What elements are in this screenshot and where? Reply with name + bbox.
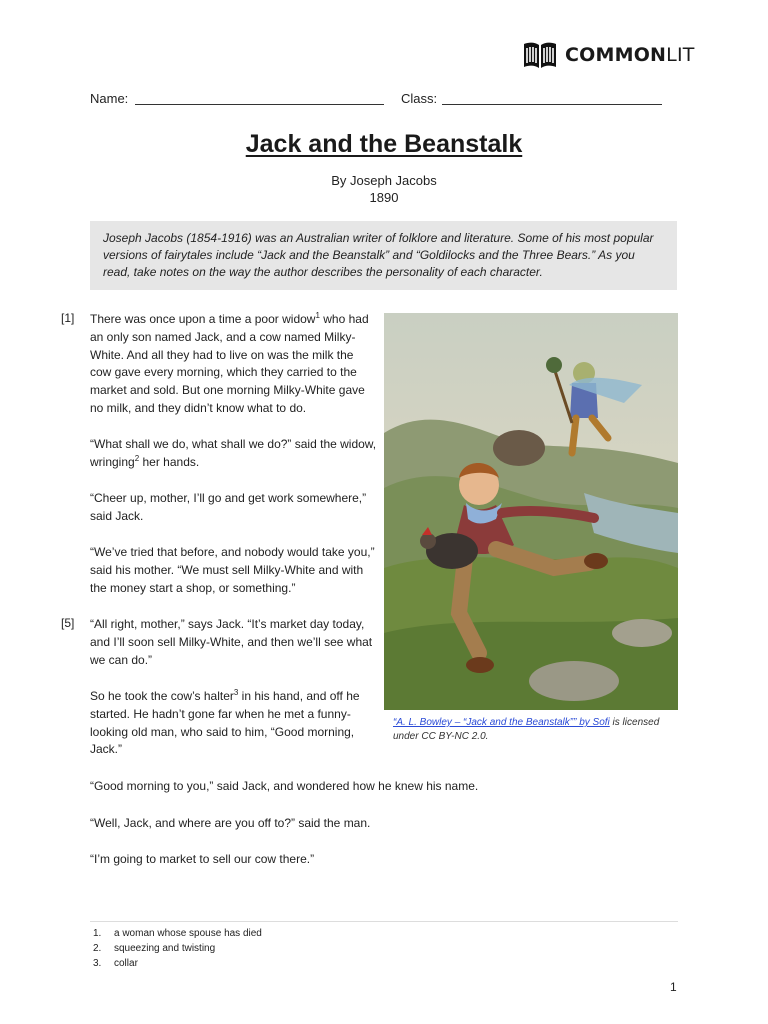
author-byline: By Joseph Jacobs xyxy=(331,173,437,188)
story-paragraph: So he took the cow’s halter$^3$ in his hand, and off he started. He hadn’t gone far when he met a funny-looking old man, who said to him, “Good morning, Jack.” xyxy=(90,688,360,757)
commonlit-logo xyxy=(522,41,695,69)
intro-box xyxy=(90,221,677,290)
name-field-line[interactable] xyxy=(135,104,384,105)
story-illustration xyxy=(384,313,678,710)
page-number: 1 xyxy=(670,980,677,994)
paragraph-number: [5] xyxy=(61,616,75,630)
name-label: Name: xyxy=(90,91,129,106)
story-paragraph: “Cheer up, mother, I’ll go and get work somewhere,” said Jack. xyxy=(90,491,367,523)
open-book-icon xyxy=(522,41,558,69)
brand-name: COMMONLIT xyxy=(565,44,695,66)
footnote: 1. a woman whose spouse has died xyxy=(93,928,262,939)
story-paragraph: “We’ve tried that before, and nobody would take you,” said his mother. “We must sell Milky-White and with the money start a shop, or something.” xyxy=(90,545,375,595)
class-field-line[interactable] xyxy=(442,104,662,105)
footnote-ref: 2 xyxy=(134,453,140,463)
story-paragraph: There was once upon a time a poor widow$^1$ who had an only son named Jack, and a cow named Milky-White. And all they had to live on was the milk the cow gave every morning, which they carried to the market and sold. But one morning Milky-White gave no milk, and they didn’t know what to do. xyxy=(90,311,369,415)
footnote-ref: 3 xyxy=(233,688,239,697)
intro-text: Joseph Jacobs (1854-1916) was an Australian writer of folklore and literature. Some of his most popular versions of fairytales include “Jack and the Beanstalk” and “Goldilocks and the Three Bears.” As you read, take notes on the way the author describes the personality of each character. xyxy=(103,231,654,279)
story-paragraph: “Good morning to you,” said Jack, and wondered how he knew his name. xyxy=(90,779,479,793)
story-paragraph: “What shall we do, what shall we do?” said the widow, wringing$^2$ her hands. xyxy=(90,437,377,469)
footnote: 3. collar xyxy=(93,958,138,969)
footnote-divider xyxy=(90,921,678,922)
story-paragraph: “All right, mother,” says Jack. “It’s market day today, and I’ll soon sell Milky-White, and then we’ll see what we can do.” xyxy=(90,617,373,667)
document-title: Jack and the Beanstalk xyxy=(245,130,523,158)
footnote: 2. squeezing and twisting xyxy=(93,943,216,954)
publication-year: 1890 xyxy=(369,190,399,205)
image-caption: “A. L. Bowley – “Jack and the Beanstalk”” by Sofi is licensed under CC BY-NC 2.0. xyxy=(393,717,660,742)
story-paragraph: “Well, Jack, and where are you off to?” said the man. xyxy=(90,816,371,830)
image-credit-link[interactable]: “A. L. Bowley – “Jack and the Beanstalk”” by Sofi xyxy=(393,717,610,728)
story-paragraph: “I’m going to market to sell our cow there.” xyxy=(90,852,315,866)
paragraph-number: [1] xyxy=(61,311,75,325)
class-label: Class: xyxy=(401,91,438,106)
footnote-ref: 1 xyxy=(315,311,320,320)
